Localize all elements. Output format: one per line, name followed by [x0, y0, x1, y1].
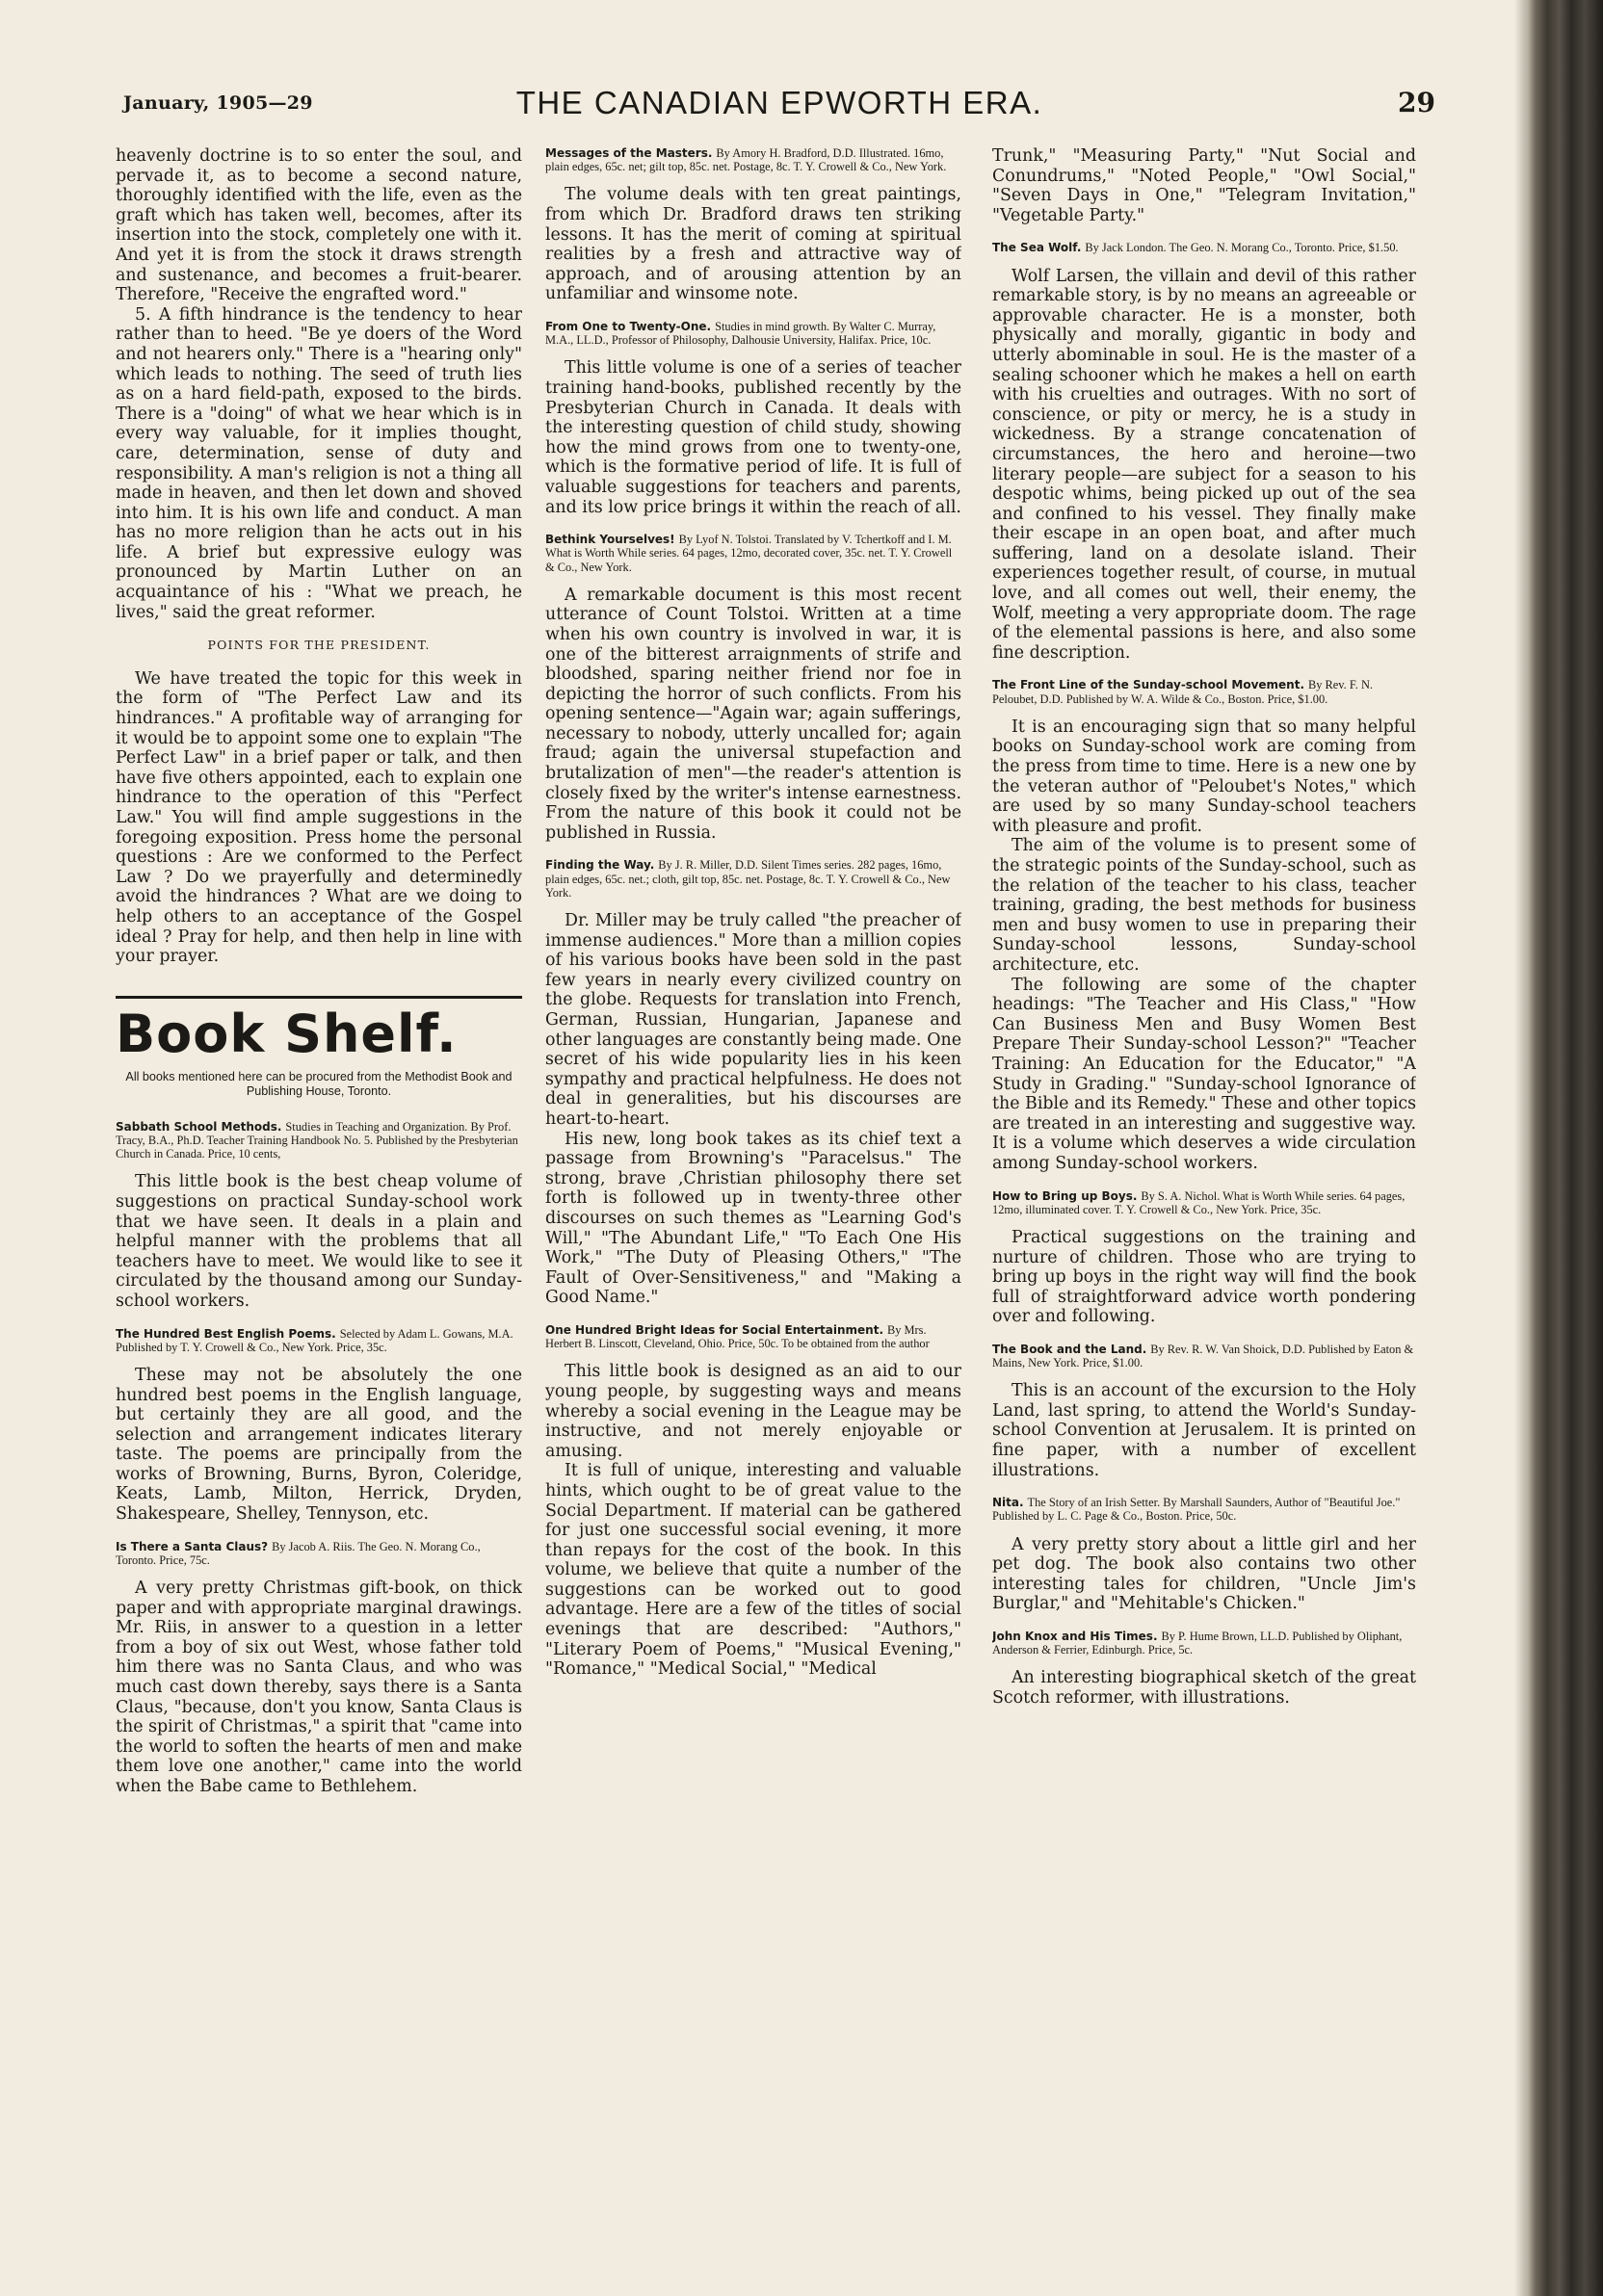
paragraph: Trunk," "Measuring Party," "Nut Social and Conundrums," "Noted People," "Owl Social," "Seven Days in One," "Telegram Invitation," "Vegetable Party."	[992, 146, 1416, 225]
book-title: One Hundred Bright Ideas for Social Entertainment.	[545, 1322, 884, 1337]
book-details: By Lyof N. Tolstoi. Translated by V. Tchertkoff and I. M. What is Worth While series. 64 pages, 12mo, decorated cover, 35c. net. T. Y. Crowell & Co., New York.	[545, 533, 953, 574]
book-review: The volume deals with ten great paintings, from which Dr. Bradford draws ten striking lessons. It has the merit of coming at spiritual realities by a fresh and attractive way of approach, and of arousing attention by an unfamiliar and winsome note.	[545, 185, 961, 304]
book-review: It is full of unique, interesting and valuable hints, which ought to be of great value to the Social Department. If material can be gathered for just one successful social evening, it more than repays for the cost of the book. In this volume, we believe that quite a number of the suggestions can be worked out to good advantage. Here are a few of the titles of social evenings that are described: "Authors," "Literary Poem of Poems," "Musical Evening," "Romance," "Medical Social," "Medical	[545, 1461, 961, 1680]
book-title: Bethink Yourselves!	[545, 533, 675, 547]
book-entry	[992, 1630, 1416, 1657]
book-review: The aim of the volume is to present some of the strategic points of the Sunday-school, such as the relation of the teacher to his class, teacher training, grading, the best methods for business men and busy women to use in preparing their Sunday-school lessons, Sunday-school architecture, etc.	[992, 836, 1416, 975]
book-title: From One to Twenty-One.	[545, 319, 712, 333]
column-right	[992, 146, 1416, 2179]
book-review: This is an account of the excursion to the Holy Land, last spring, to attend the World's Sunday-school Convention at Jerusalem. It is printed on fine paper, with a number of excellent illustrations.	[992, 1381, 1416, 1480]
book-title: The Hundred Best English Poems.	[116, 1326, 336, 1341]
paragraph: heavenly doctrine is to so enter the soul, and pervade it, as to become a second nature, thoroughly identified with the life, even as the graft which has taken well, becomes, after its insertion into the stock, completely one with it. And yet it is from the stock it draws strength and sustenance, and becomes a fruit-bearer. Therefore, "Receive the engrafted word."	[116, 146, 522, 305]
book-title: How to Bring up Boys.	[992, 1188, 1138, 1203]
book-review: A remarkable document is this most recent utterance of Count Tolstoi. Written at a time when his own country is involved in war, it is one of the bitterest arraignments of strife and bloodshed, sparing neither friend nor foe in depicting the horror of such conflicts. From his opening sentence—"Again war; again sufferings, necessary to nobody, utterly uncalled for; again fraud; again the universal stupefaction and brutalization of men"—the reader's attention is closely fixed by the writer's intense earnestness. From the nature of this book it could not be published in Russia.	[545, 585, 961, 843]
column-middle	[545, 146, 961, 2198]
book-details: By Jacob A. Riis. The Geo. N. Morang Co., Toronto. Price, 75c.	[116, 1539, 481, 1567]
book-title: The Sea Wolf.	[992, 241, 1082, 255]
book-title: Is There a Santa Claus?	[116, 1539, 269, 1553]
page-header	[123, 85, 1435, 127]
book-review: This little book is the best cheap volume of suggestions on practical Sunday-school work that we have seen. It deals in a plain and helpful manner with the problems that all teachers have to meet. We would like to see it circulated by the thousand among our Sunday-school workers.	[116, 1172, 522, 1311]
book-shelf-intro: All books mentioned here can be procured from the Methodist Book and Publishing House, Toronto.	[125, 1069, 512, 1098]
book-entry	[116, 1120, 522, 1161]
book-title: The Front Line of the Sunday-school Movement.	[992, 678, 1305, 692]
book-entry	[545, 858, 961, 900]
book-review: Dr. Miller may be truly called "the preacher of immense audiences." More than a million copies of his various books have been sold in the past few years in nearly every civilized country on the globe. Requests for translation into French, German, Russian, Hungarian, Japanese and other languages are constantly being made. One secret of his wide popularity lies in his keen sympathy and practical helpfulness. He does not deal in generalities, but his discourses are heart-to-heart.	[545, 911, 961, 1129]
page-number: 29	[1398, 87, 1435, 118]
column-left	[116, 146, 522, 2188]
paragraph: We have treated the topic for this week in the form of "The Perfect Law and its hindrances." A profitable way of arranging for it would be to appoint some one to explain "The Perfect Law" in a brief paper or talk, and then have five others appointed, each to explain one hindrance to the operation of this "Perfect Law." You will find ample suggestions in the foregoing exposition. Press home the personal questions : Are we conformed to the Perfect Law ? Do we prayerfully and determinedly avoid the hindrances ? What are we doing to help others to an acceptance of the Gospel ideal ? Pray for help, and then help in line with your prayer.	[116, 668, 522, 967]
publication-title: THE CANADIAN EPWORTH ERA.	[515, 85, 1043, 120]
book-review: A very pretty Christmas gift-book, on thick paper and with appropriate marginal drawings. Mr. Riis, in answer to a question in a letter from a boy of six out West, whose father told him there was no Santa Claus, and who was much cast down thereby, says there is a Santa Claus, "because, don't you know, Santa Claus is the spirit of Christmas," a spirit that "came into the world to soften the hearts of men and make them love one another," came into the world when the Babe came to Bethlehem.	[116, 1578, 522, 1797]
book-binding-edge	[1528, 0, 1603, 2296]
book-title: Finding the Way.	[545, 858, 655, 873]
book-review: Wolf Larsen, the villain and devil of this rather remarkable story, is by no means an agreeable or approvable character. He is a monster, both physically and morally, gigantic in body and utterly abominable in soul. He is the master of a sealing schooner which he makes a hell on earth with his cruelties and outrages. With no sort of conscience, or pity or mercy, he is a study in wickedness. By a strange concatenation of circumstances, the hero and heroine—two literary people—are subject for a season to his despotic whims, being picked up out of the sea and confined to his vessel. They finally make their escape in an open boat, and after much suffering, land on a desolate island. Their experiences together result, of course, in mutual love, and all comes out well, their enemy, the Wolf, meeting a very appropriate doom. The rage of the elemental passions is here, and also some fine description.	[992, 266, 1416, 663]
book-review: This little book is designed as an aid to our young people, by suggesting ways and means whereby a social evening in the League may be instructive, and not merely enjoyable or amusing.	[545, 1362, 961, 1461]
book-review: Practical suggestions on the training and nurture of children. Those who are trying to bring up boys in the right way will find the book full of straightforward advice worth pondering over and following.	[992, 1227, 1416, 1327]
book-review: This little volume is one of a series of teacher training hand-books, published recently by the Presbyterian Church in Canada. It deals with the interesting question of child study, showing how the mind grows from one to twenty-one, which is the formative period of life. It is full of valuable suggestions for teachers and parents, and its low price brings it within the reach of all.	[545, 358, 961, 517]
section-subheading: POINTS FOR THE PRESIDENT.	[207, 638, 431, 653]
book-details: By Amory H. Bradford, D.D. Illustrated. 16mo, plain edges, 65c. net; gilt top, 85c. net. Postage, 8c. T. Y. Crowell & Co., New York.	[545, 146, 947, 174]
book-title: Sabbath School Methods.	[116, 1119, 282, 1134]
book-review: An interesting biographical sketch of the great Scotch reformer, with illustrations.	[992, 1668, 1416, 1709]
book-details: By Jack London. The Geo. N. Morang Co., Toronto. Price, $1.50.	[1085, 241, 1399, 255]
book-details: By P. Hume Brown, LL.D. Published by Oliphant, Anderson & Ferrier, Edinburgh. Price, 5c.	[992, 1630, 1403, 1657]
book-title: Messages of the Masters.	[545, 146, 713, 160]
book-entry	[545, 146, 961, 173]
book-entry	[545, 1323, 961, 1350]
paragraph: 5. A fifth hindrance is the tendency to hear rather than to heed. "Be ye doers of the Word and not hearers only." There is a "hearing only" which leads to nothing. The seed of truth lies as on a hard field-path, exposed to the birds. There is a "doing" of what we hear which is in every way valuable, for it implies thought, care, determination, sense of duty and responsibility. A man's religion is not a thing all made in heaven, and then let down and shoved into him. It is his own life and conduct. A man has no more religion than he acts out in his life. A brief but expressive eulogy was pronounced by Martin Luther on an acquaintance of his : "What we preach, he lives," said the great reformer.	[116, 304, 522, 622]
book-entry	[992, 1496, 1416, 1523]
book-review: A very pretty story about a little girl and her pet dog. The book also contains two other interesting tales for children, "Uncle Jim's Burglar," and "Mehitable's Chicken."	[992, 1534, 1416, 1614]
book-entry	[992, 241, 1416, 254]
book-review: It is an encouraging sign that so many helpful books on Sunday-school work are coming from the press from time to time. Here is a new one by the veteran author of "Peloubet's Notes," which are used by so many Sunday-school teachers with pleasure and profit.	[992, 717, 1416, 836]
book-details: By J. R. Miller, D.D. Silent Times series. 282 pages, 16mo, plain edges, 65c. net.; cloth, gilt top, 85c. net. Postage, 8c. T. Y. Crowell & Co., New York.	[545, 858, 951, 900]
book-details: Studies in Teaching and Organization. By Prof. Tracy, B.A., Ph.D. Teacher Training Handbook No. 5. Published by the Presbyterian Church in Canada. Price, 10 cents,	[116, 1119, 518, 1161]
book-title: The Book and the Land.	[992, 1342, 1147, 1356]
issue-date: January, 1905—29	[123, 92, 313, 114]
book-review: These may not be absolutely the one hundred best poems in the English language, but certainly they are all good, and the selection and arrangement indicates literary taste. The poems are principally from the works of Browning, Burns, Byron, Coleridge, Keats, Lamb, Milton, Herrick, Dryden, Shakespeare, Shelley, Tennyson, etc.	[116, 1365, 522, 1525]
book-entry	[116, 1540, 522, 1567]
book-entry	[545, 533, 961, 574]
book-details: By S. A. Nichol. What is Worth While series. 64 pages, 12mo, illuminated cover. T. Y. Crowell & Co., New York. Price, 35c.	[992, 1188, 1406, 1216]
book-title: John Knox and His Times.	[992, 1630, 1158, 1644]
book-details: By Rev. F. N. Peloubet, D.D. Published by W. A. Wilde & Co., Boston. Price, $1.00.	[992, 678, 1374, 706]
book-details: By Mrs. Herbert B. Linscott, Cleveland, Ohio. Price, 50c. To be obtained from the author	[545, 1322, 930, 1351]
book-entry	[992, 1189, 1416, 1216]
book-entry	[992, 678, 1416, 705]
book-review: His new, long book takes as its chief text a passage from Browning's "Paracelsus." The strong, brave ,Christian philosophy there set forth is followed up in twenty-three other discourses on such themes as "Learning God's Will," "The Abundant Life," "To Each One His Work," "The Duty of Pleasing Others," "The Fault of Over-Sensitiveness," and "Making a Good Name."	[545, 1129, 961, 1308]
book-title: Nita.	[992, 1496, 1024, 1510]
book-shelf-heading: Book Shelf.	[116, 996, 522, 1062]
book-details: Selected by Adam L. Gowans, M.A. Published by T. Y. Crowell & Co., New York. Price, 35c.	[116, 1326, 513, 1354]
book-details: By Rev. R. W. Van Shoick, D.D. Published by Eaton & Mains, New York. Price, $1.00.	[992, 1342, 1414, 1370]
book-details: The Story of an Irish Setter. By Marshall Saunders, Author of "Beautiful Joe." Published by L. C. Page & Co., Boston. Price, 50c.	[992, 1496, 1401, 1524]
book-entry	[116, 1327, 522, 1354]
book-review: The following are some of the chapter headings: "The Teacher and His Class," "How Can Business Men and Busy Women Best Prepare Their Sunday-school Lesson?" "Teacher Training: An Education for the Educator," "A Study in Grading." "Sunday-school Ignorance of the Bible and its Remedy." These and other topics are treated in an interesting and suggestive way. It is a volume which deserves a wide circulation among Sunday-school workers.	[992, 975, 1416, 1173]
book-entry	[992, 1343, 1416, 1370]
book-entry	[545, 320, 961, 347]
book-details: Studies in mind growth. By Walter C. Murray, M.A., LL.D., Professor of Philosophy, Dalhousie University, Halifax. Price, 10c.	[545, 319, 936, 348]
